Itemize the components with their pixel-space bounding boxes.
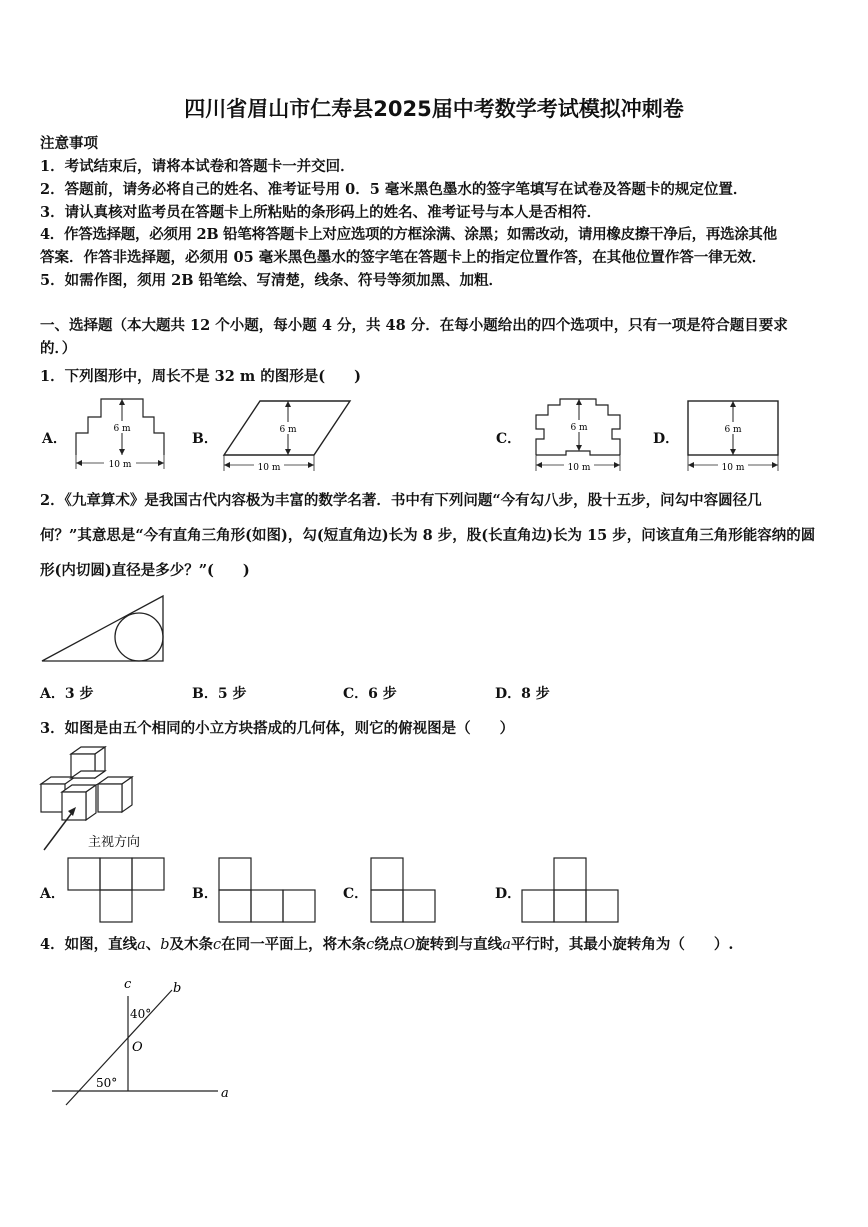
note-item-2: 2．答题前，请务必将自己的姓名、准考证号用 0．5 毫米黑色墨水的签字笔填写在试卷及答题卡的规定位置． — [40, 181, 748, 198]
q1-option-c-label[interactable]: C． — [496, 431, 522, 447]
q4-angle-50: 50° — [96, 1076, 118, 1090]
q4-var-b: b — [160, 937, 170, 953]
question-1-number: 1． — [40, 368, 65, 385]
q2-option-b[interactable]: B．5 步 — [192, 686, 247, 702]
q4-angle-figure — [44, 972, 244, 1112]
q4-text-1: 4．如图，直线 — [40, 936, 138, 953]
q4-angle-40: 40° — [130, 1007, 152, 1021]
q1-option-b-label[interactable]: B． — [192, 431, 218, 447]
question-1 — [40, 365, 361, 386]
q1-b-width-label: 10 m — [257, 463, 281, 473]
q4-text-4: 在同一平面上，将木条 — [221, 936, 367, 953]
q3-option-c-figure — [369, 856, 439, 926]
q3-option-a-label[interactable]: A． — [40, 886, 65, 902]
q1-c-width-label: 10 m — [567, 463, 591, 473]
q4-label-b: b — [173, 981, 182, 996]
section-1-header: 一、选择题（本大题共 12 个小题，每小题 4 分，共 48 分．在每小题给出的四个选项中，只有一项是符合题目要求 — [40, 317, 788, 334]
q4-var-a-2: a — [502, 937, 511, 953]
question-3: 3．如图是由五个相同的小立方块搭成的几何体，则它的俯视图是（ ） — [40, 720, 515, 737]
note-item-1: 1．考试结束后，请将本试卷和答题卡一并交回． — [40, 158, 355, 175]
q3-cube-figure — [38, 744, 148, 856]
question-4 — [40, 933, 733, 954]
q1-d-width-label: 10 m — [721, 463, 745, 473]
q3-option-b-label[interactable]: B． — [192, 886, 218, 902]
q4-var-c-2: c — [366, 937, 375, 953]
question-1-text: 下列图形中，周长不是 32 m 的图形是( ) — [64, 368, 361, 385]
question-2-line-1: 2．《九章算术》是我国古代内容极为丰富的数学名著．书中有下列问题“今有勾八步，股十五步，问勾中容圆径几 — [40, 492, 762, 509]
q1-option-a-label[interactable]: A． — [42, 431, 67, 447]
question-2-line-3: 形(内切圆)直径是多少？”( ) — [40, 562, 250, 579]
q4-text-3: 及木条 — [169, 936, 214, 953]
q1-c-height-label: 6 m — [570, 423, 588, 433]
q4-text-7: 平行时，其最小旋转角为（ ）. — [510, 936, 734, 953]
q4-var-c: c — [213, 937, 222, 953]
q3-option-b-figure — [217, 856, 319, 926]
q1-option-d-label[interactable]: D． — [653, 431, 680, 447]
q2-triangle-figure — [38, 592, 168, 664]
q4-var-o: O — [403, 937, 416, 953]
page-title: 四川省眉山市仁寿县2025届中考数学考试模拟冲刺卷 — [184, 97, 684, 121]
q3-option-d-figure — [520, 856, 622, 926]
q1-d-height-label: 6 m — [724, 425, 742, 435]
q4-label-a: a — [221, 1086, 229, 1101]
q1-figure-b — [216, 393, 356, 473]
q1-figure-c — [526, 393, 636, 473]
q3-option-d-label[interactable]: D． — [495, 886, 522, 902]
q1-a-height-label: 6 m — [113, 424, 131, 434]
note-item-5: 5．如需作图，须用 2B 铅笔绘、写清楚，线条、符号等须加黑、加粗． — [40, 272, 504, 289]
notes-heading: 注意事项 — [40, 135, 98, 152]
q1-b-height-label: 6 m — [279, 425, 297, 435]
q2-option-a[interactable]: A．3 步 — [40, 686, 94, 702]
note-item-4: 4．作答选择题，必须用 2B 铅笔将答题卡上对应选项的方框涂满、涂黑；如需改动，请用橡皮擦干净后，再选涂其他 — [40, 226, 777, 243]
note-item-3: 3．请认真核对监考员在答题卡上所粘贴的条形码上的姓名、准考证号与本人是否相符． — [40, 204, 602, 221]
q4-text-6: 旋转到与直线 — [415, 936, 503, 953]
q3-view-direction-label: 主视方向 — [88, 835, 141, 850]
q3-option-a-figure — [66, 856, 168, 926]
q2-option-c[interactable]: C．6 步 — [343, 686, 397, 702]
q4-label-c: c — [124, 977, 132, 992]
q3-option-c-label[interactable]: C． — [343, 886, 369, 902]
q4-text-2: 、 — [145, 936, 161, 953]
q1-figure-d — [680, 393, 790, 473]
section-1-header-cont: 的．） — [40, 340, 77, 357]
q1-figure-a — [66, 393, 176, 473]
q4-text-5: 绕点 — [374, 936, 404, 953]
q4-var-a: a — [137, 937, 146, 953]
q4-label-o: O — [132, 1040, 143, 1055]
note-item-4-cont: 答案．作答非选择题，必须用 05 毫米黑色墨水的签字笔在答题卡上的指定位置作答，在其他位置作答一律无效． — [40, 249, 767, 266]
question-2-line-2: 何？”其意思是“今有直角三角形(如图)，勾(短直角边)长为 8 步，股(长直角边)长为 15 步，问该直角三角形能容纳的圆 — [40, 527, 816, 544]
q2-option-d[interactable]: D．8 步 — [495, 686, 550, 702]
q1-a-width-label: 10 m — [108, 460, 132, 470]
